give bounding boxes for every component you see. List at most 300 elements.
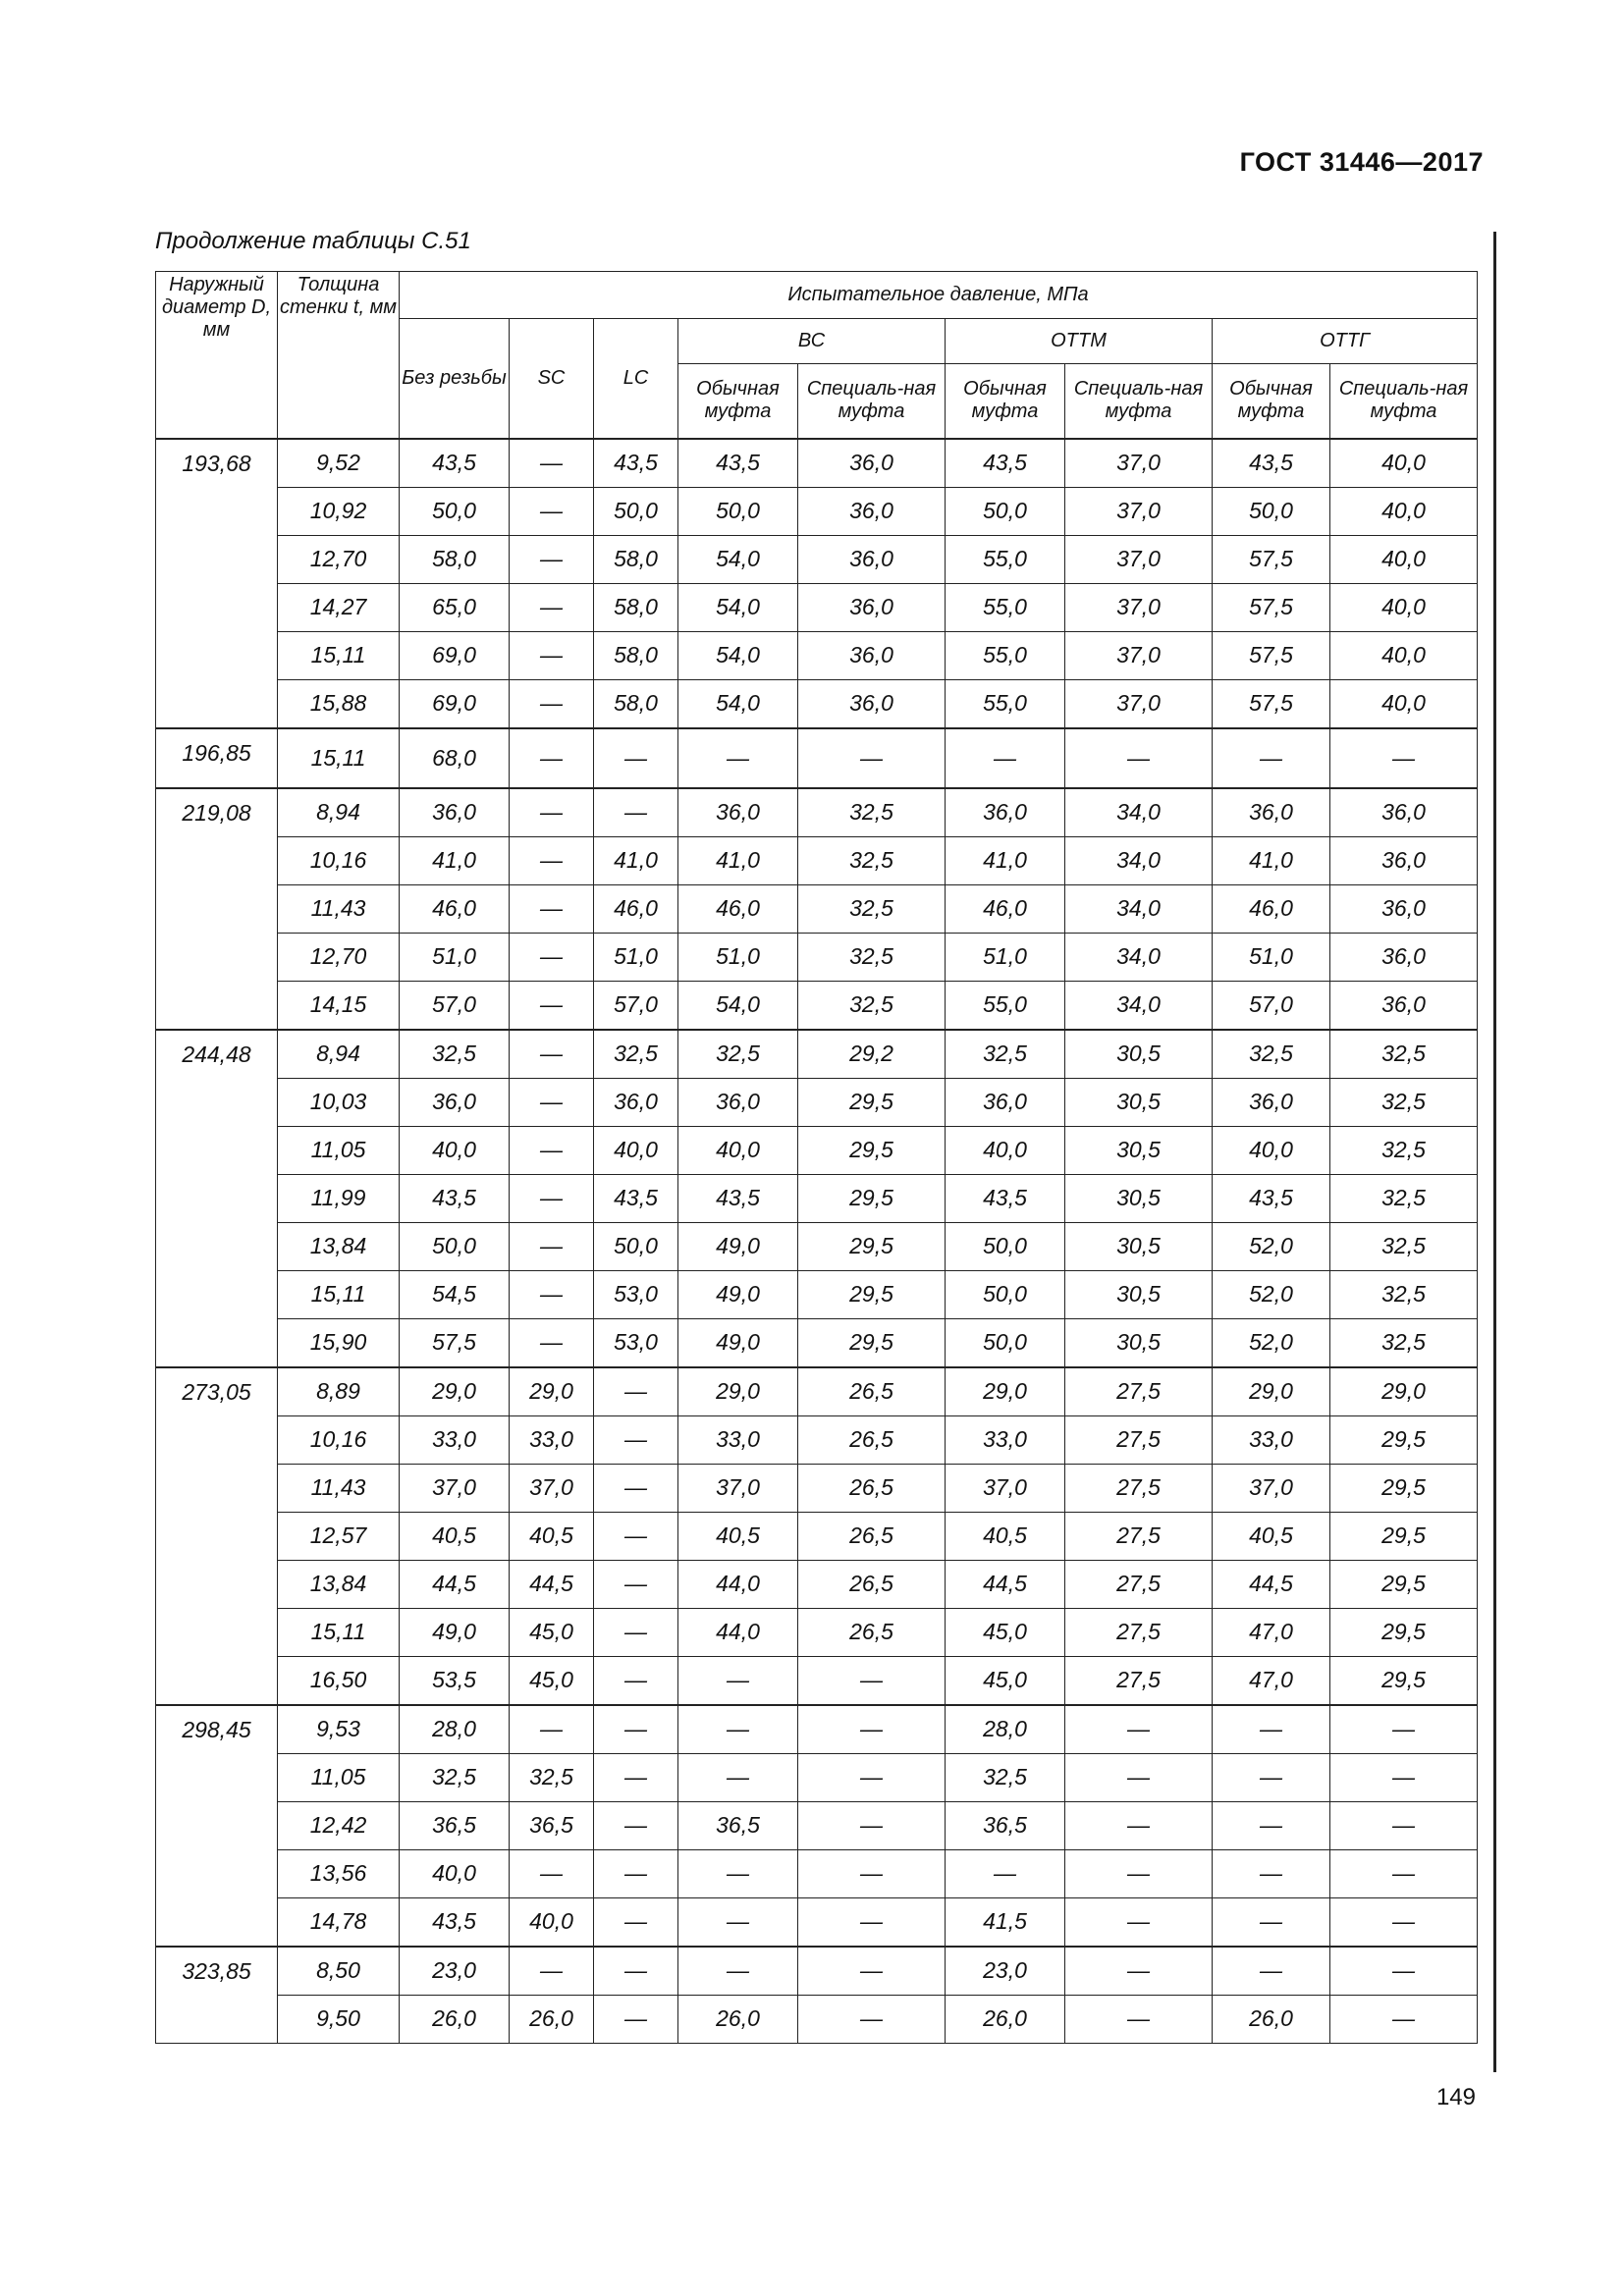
cell-ottm-special: 34,0 [1065, 981, 1213, 1030]
cell-sc: — [510, 728, 594, 788]
cell-ottm-special: 34,0 [1065, 788, 1213, 837]
cell-ottg-regular: 43,5 [1213, 439, 1330, 488]
cell-ottm-special: 30,5 [1065, 1078, 1213, 1126]
cell-bc-special: 26,5 [798, 1415, 946, 1464]
table-row [156, 1270, 1478, 1318]
cell-ottg-regular: 37,0 [1213, 1464, 1330, 1512]
cell-no-thread: 43,5 [400, 439, 510, 488]
cell-bc-regular: 36,0 [678, 788, 798, 837]
table-row [156, 1995, 1478, 2043]
cell-lc: — [594, 1947, 678, 1996]
cell-wall-thickness: 13,84 [278, 1222, 400, 1270]
cell-ottm-special: 27,5 [1065, 1560, 1213, 1608]
cell-wall-thickness: 15,11 [278, 1270, 400, 1318]
cell-ottg-special: 32,5 [1330, 1318, 1478, 1367]
cell-sc: 40,0 [510, 1897, 594, 1947]
cell-lc: — [594, 1656, 678, 1705]
cell-sc: — [510, 679, 594, 728]
cell-ottg-regular: 47,0 [1213, 1656, 1330, 1705]
cell-ottg-regular: 52,0 [1213, 1222, 1330, 1270]
cell-wall-thickness: 13,56 [278, 1849, 400, 1897]
table-row [156, 1801, 1478, 1849]
cell-outer-diameter: 323,85 [156, 1947, 278, 2044]
cell-bc-regular: 46,0 [678, 884, 798, 933]
cell-bc-special: 29,5 [798, 1270, 946, 1318]
cell-wall-thickness: 13,84 [278, 1560, 400, 1608]
cell-bc-special: 36,0 [798, 487, 946, 535]
cell-no-thread: 40,0 [400, 1126, 510, 1174]
cell-ottg-regular: 50,0 [1213, 487, 1330, 535]
header-wall-thickness: Толщина стенки t, мм [278, 272, 400, 439]
cell-wall-thickness: 8,89 [278, 1367, 400, 1416]
cell-bc-special: 32,5 [798, 933, 946, 981]
cell-ottg-regular: 57,5 [1213, 679, 1330, 728]
cell-ottg-regular: 57,5 [1213, 535, 1330, 583]
cell-wall-thickness: 8,94 [278, 1030, 400, 1079]
cell-sc: 32,5 [510, 1753, 594, 1801]
cell-ottm-regular: 37,0 [946, 1464, 1065, 1512]
cell-ottg-special: — [1330, 1849, 1478, 1897]
cell-ottg-regular: 40,0 [1213, 1126, 1330, 1174]
cell-lc: 40,0 [594, 1126, 678, 1174]
cell-lc: 57,0 [594, 981, 678, 1030]
cell-ottg-regular: 36,0 [1213, 1078, 1330, 1126]
cell-wall-thickness: 10,03 [278, 1078, 400, 1126]
cell-wall-thickness: 8,94 [278, 788, 400, 837]
cell-ottm-regular: 45,0 [946, 1656, 1065, 1705]
cell-ottg-special: — [1330, 1705, 1478, 1754]
cell-ottm-regular: 41,5 [946, 1897, 1065, 1947]
cell-lc: — [594, 1512, 678, 1560]
cell-sc: — [510, 535, 594, 583]
cell-sc: — [510, 1030, 594, 1079]
cell-wall-thickness: 11,43 [278, 884, 400, 933]
cell-ottm-regular: 33,0 [946, 1415, 1065, 1464]
cell-wall-thickness: 12,57 [278, 1512, 400, 1560]
cell-ottm-regular: 55,0 [946, 535, 1065, 583]
cell-bc-special: — [798, 1947, 946, 1996]
cell-ottm-regular: 43,5 [946, 439, 1065, 488]
table-row [156, 1849, 1478, 1897]
cell-ottm-regular: 46,0 [946, 884, 1065, 933]
cell-ottm-special: 37,0 [1065, 679, 1213, 728]
table-row [156, 535, 1478, 583]
cell-bc-regular: — [678, 1656, 798, 1705]
cell-outer-diameter: 298,45 [156, 1705, 278, 1947]
cell-lc: 58,0 [594, 679, 678, 728]
cell-ottm-special: 27,5 [1065, 1415, 1213, 1464]
cell-ottg-regular: 51,0 [1213, 933, 1330, 981]
cell-lc: 50,0 [594, 1222, 678, 1270]
cell-wall-thickness: 11,05 [278, 1753, 400, 1801]
cell-bc-special: 32,5 [798, 981, 946, 1030]
cell-bc-regular: — [678, 1753, 798, 1801]
table-row [156, 728, 1478, 788]
cell-no-thread: 46,0 [400, 884, 510, 933]
cell-sc: 29,0 [510, 1367, 594, 1416]
cell-sc: — [510, 1078, 594, 1126]
cell-ottm-special: — [1065, 728, 1213, 788]
cell-ottm-special: 37,0 [1065, 631, 1213, 679]
cell-bc-special: 32,5 [798, 884, 946, 933]
cell-wall-thickness: 10,16 [278, 836, 400, 884]
header-ottg-special: Специаль-ная муфта [1330, 364, 1478, 439]
cell-sc: — [510, 1705, 594, 1754]
cell-bc-regular: — [678, 1947, 798, 1996]
cell-ottg-special: 29,5 [1330, 1415, 1478, 1464]
table-caption: Продолжение таблицы С.51 [155, 228, 471, 254]
cell-ottg-special: — [1330, 1801, 1478, 1849]
cell-bc-regular: 44,0 [678, 1608, 798, 1656]
cell-lc: 41,0 [594, 836, 678, 884]
cell-bc-special: — [798, 1753, 946, 1801]
cell-bc-special: 36,0 [798, 631, 946, 679]
cell-bc-special: 29,5 [798, 1126, 946, 1174]
header-sc: SC [510, 319, 594, 439]
header-ottm-regular: Обычная муфта [946, 364, 1065, 439]
cell-no-thread: 36,5 [400, 1801, 510, 1849]
cell-ottm-special: 30,5 [1065, 1222, 1213, 1270]
cell-no-thread: 40,5 [400, 1512, 510, 1560]
cell-lc: — [594, 1801, 678, 1849]
cell-bc-special: 26,5 [798, 1608, 946, 1656]
cell-no-thread: 23,0 [400, 1947, 510, 1996]
cell-wall-thickness: 11,05 [278, 1126, 400, 1174]
cell-sc: — [510, 1126, 594, 1174]
table-row [156, 1126, 1478, 1174]
cell-ottg-special: 32,5 [1330, 1030, 1478, 1079]
cell-ottm-regular: — [946, 1849, 1065, 1897]
cell-sc: — [510, 1318, 594, 1367]
cell-bc-regular: 44,0 [678, 1560, 798, 1608]
cell-bc-special: — [798, 1897, 946, 1947]
cell-ottg-special: 40,0 [1330, 535, 1478, 583]
cell-bc-regular: 33,0 [678, 1415, 798, 1464]
cell-no-thread: 57,0 [400, 981, 510, 1030]
cell-no-thread: 36,0 [400, 788, 510, 837]
cell-ottg-regular: 41,0 [1213, 836, 1330, 884]
cell-sc: — [510, 1174, 594, 1222]
cell-ottm-special: — [1065, 1801, 1213, 1849]
cell-no-thread: 53,5 [400, 1656, 510, 1705]
cell-bc-regular: 41,0 [678, 836, 798, 884]
cell-no-thread: 40,0 [400, 1849, 510, 1897]
table-row [156, 1174, 1478, 1222]
cell-bc-regular: 40,5 [678, 1512, 798, 1560]
cell-lc: — [594, 1415, 678, 1464]
header-lc: LC [594, 319, 678, 439]
cell-ottg-special: 40,0 [1330, 631, 1478, 679]
cell-ottg-special: 29,5 [1330, 1608, 1478, 1656]
cell-bc-special: 26,5 [798, 1560, 946, 1608]
cell-ottm-special: — [1065, 1705, 1213, 1754]
cell-sc: 26,0 [510, 1995, 594, 2043]
cell-ottg-special: — [1330, 1753, 1478, 1801]
cell-bc-regular: 29,0 [678, 1367, 798, 1416]
cell-ottg-special: 32,5 [1330, 1126, 1478, 1174]
cell-ottg-special: 40,0 [1330, 439, 1478, 488]
cell-bc-special: 29,5 [798, 1222, 946, 1270]
cell-sc: 45,0 [510, 1656, 594, 1705]
table-row [156, 788, 1478, 837]
cell-ottg-special: 29,5 [1330, 1464, 1478, 1512]
cell-bc-regular: 40,0 [678, 1126, 798, 1174]
cell-ottg-regular: — [1213, 1753, 1330, 1801]
table-row [156, 1705, 1478, 1754]
cell-wall-thickness: 15,11 [278, 631, 400, 679]
cell-ottm-regular: 50,0 [946, 1318, 1065, 1367]
cell-bc-regular: 54,0 [678, 631, 798, 679]
cell-ottg-regular: 46,0 [1213, 884, 1330, 933]
cell-ottg-regular: — [1213, 1705, 1330, 1754]
cell-lc: 58,0 [594, 535, 678, 583]
cell-wall-thickness: 9,50 [278, 1995, 400, 2043]
cell-wall-thickness: 9,52 [278, 439, 400, 488]
cell-wall-thickness: 12,70 [278, 933, 400, 981]
cell-bc-regular: — [678, 728, 798, 788]
cell-ottg-special: — [1330, 1995, 1478, 2043]
cell-no-thread: 54,5 [400, 1270, 510, 1318]
cell-lc: — [594, 1897, 678, 1947]
cell-no-thread: 69,0 [400, 631, 510, 679]
cell-bc-regular: 54,0 [678, 583, 798, 631]
cell-lc: 53,0 [594, 1318, 678, 1367]
cell-ottm-special: — [1065, 1849, 1213, 1897]
cell-ottg-regular: 57,0 [1213, 981, 1330, 1030]
cell-ottm-regular: 41,0 [946, 836, 1065, 884]
document-title: ГОСТ 31446—2017 [1239, 147, 1484, 177]
cell-outer-diameter: 193,68 [156, 439, 278, 728]
cell-ottg-special: 32,5 [1330, 1174, 1478, 1222]
cell-sc: — [510, 487, 594, 535]
cell-sc: 44,5 [510, 1560, 594, 1608]
cell-bc-special: — [798, 1849, 946, 1897]
cell-lc: 51,0 [594, 933, 678, 981]
table-row [156, 1656, 1478, 1705]
cell-no-thread: 50,0 [400, 487, 510, 535]
cell-lc: 36,0 [594, 1078, 678, 1126]
header-bc: ВС [678, 319, 946, 364]
cell-ottg-special: 40,0 [1330, 487, 1478, 535]
cell-ottg-regular: 33,0 [1213, 1415, 1330, 1464]
cell-ottm-regular: 40,0 [946, 1126, 1065, 1174]
cell-lc: — [594, 1367, 678, 1416]
cell-ottm-special: — [1065, 1897, 1213, 1947]
margin-rule [1493, 232, 1496, 2072]
cell-lc: — [594, 1464, 678, 1512]
cell-no-thread: 68,0 [400, 728, 510, 788]
cell-ottm-special: 34,0 [1065, 836, 1213, 884]
table-row [156, 439, 1478, 488]
cell-ottg-special: — [1330, 1897, 1478, 1947]
header-bc-special: Специаль-ная муфта [798, 364, 946, 439]
cell-wall-thickness: 14,15 [278, 981, 400, 1030]
table-row [156, 884, 1478, 933]
cell-ottm-special: 27,5 [1065, 1608, 1213, 1656]
cell-ottm-special: 30,5 [1065, 1126, 1213, 1174]
cell-ottm-special: — [1065, 1947, 1213, 1996]
cell-lc: — [594, 728, 678, 788]
cell-bc-special: — [798, 1995, 946, 2043]
table-row [156, 933, 1478, 981]
cell-no-thread: 26,0 [400, 1995, 510, 2043]
header-ottm: ОТТМ [946, 319, 1213, 364]
table-row [156, 583, 1478, 631]
cell-wall-thickness: 14,78 [278, 1897, 400, 1947]
cell-wall-thickness: 15,90 [278, 1318, 400, 1367]
cell-ottm-regular: 36,0 [946, 788, 1065, 837]
cell-ottm-special: 37,0 [1065, 487, 1213, 535]
cell-no-thread: 43,5 [400, 1174, 510, 1222]
cell-no-thread: 51,0 [400, 933, 510, 981]
table-row [156, 1897, 1478, 1947]
cell-no-thread: 50,0 [400, 1222, 510, 1270]
cell-wall-thickness: 10,16 [278, 1415, 400, 1464]
cell-bc-regular: — [678, 1705, 798, 1754]
cell-bc-special: 29,5 [798, 1078, 946, 1126]
cell-ottm-regular: 26,0 [946, 1995, 1065, 2043]
table-row [156, 1947, 1478, 1996]
cell-ottm-regular: 32,5 [946, 1753, 1065, 1801]
cell-ottg-regular: 57,5 [1213, 631, 1330, 679]
cell-ottm-regular: 55,0 [946, 631, 1065, 679]
cell-sc: — [510, 981, 594, 1030]
cell-no-thread: 37,0 [400, 1464, 510, 1512]
cell-bc-regular: 54,0 [678, 981, 798, 1030]
cell-lc: 58,0 [594, 631, 678, 679]
cell-lc: — [594, 1995, 678, 2043]
cell-ottg-special: 29,5 [1330, 1560, 1478, 1608]
cell-no-thread: 32,5 [400, 1753, 510, 1801]
cell-ottm-regular: 23,0 [946, 1947, 1065, 1996]
cell-ottm-regular: 55,0 [946, 679, 1065, 728]
cell-bc-special: — [798, 1801, 946, 1849]
cell-ottg-regular: 26,0 [1213, 1995, 1330, 2043]
table-row [156, 631, 1478, 679]
header-test-pressure: Испытательное давление, МПа [400, 272, 1478, 319]
cell-lc: 50,0 [594, 487, 678, 535]
table-row [156, 1078, 1478, 1126]
cell-sc: — [510, 631, 594, 679]
cell-ottm-special: 37,0 [1065, 535, 1213, 583]
cell-no-thread: 32,5 [400, 1030, 510, 1079]
cell-ottg-special: 32,5 [1330, 1222, 1478, 1270]
cell-ottm-special: 30,5 [1065, 1030, 1213, 1079]
cell-ottg-special: 36,0 [1330, 836, 1478, 884]
cell-ottm-regular: 43,5 [946, 1174, 1065, 1222]
header-ottg-regular: Обычная муфта [1213, 364, 1330, 439]
cell-ottm-regular: 36,5 [946, 1801, 1065, 1849]
cell-bc-special: — [798, 1656, 946, 1705]
cell-bc-special: 36,0 [798, 679, 946, 728]
cell-ottg-special: 29,5 [1330, 1656, 1478, 1705]
cell-wall-thickness: 9,53 [278, 1705, 400, 1754]
cell-bc-regular: 54,0 [678, 535, 798, 583]
cell-ottm-regular: 29,0 [946, 1367, 1065, 1416]
cell-ottm-regular: 50,0 [946, 487, 1065, 535]
cell-ottg-regular: 43,5 [1213, 1174, 1330, 1222]
cell-bc-special: 26,5 [798, 1512, 946, 1560]
cell-lc: 43,5 [594, 439, 678, 488]
cell-outer-diameter: 273,05 [156, 1367, 278, 1705]
page-number: 149 [1435, 2084, 1476, 2110]
cell-wall-thickness: 15,11 [278, 728, 400, 788]
cell-ottg-regular: — [1213, 1801, 1330, 1849]
cell-wall-thickness: 11,99 [278, 1174, 400, 1222]
cell-wall-thickness: 11,43 [278, 1464, 400, 1512]
table-row [156, 1367, 1478, 1416]
cell-sc: 40,5 [510, 1512, 594, 1560]
cell-wall-thickness: 15,88 [278, 679, 400, 728]
cell-outer-diameter: 219,08 [156, 788, 278, 1030]
cell-ottm-special: 37,0 [1065, 583, 1213, 631]
cell-bc-special: — [798, 1705, 946, 1754]
table-row [156, 487, 1478, 535]
cell-sc: — [510, 933, 594, 981]
cell-ottm-special: 34,0 [1065, 933, 1213, 981]
header-bc-regular: Обычная муфта [678, 364, 798, 439]
cell-bc-special: 32,5 [798, 788, 946, 837]
cell-ottm-regular: 44,5 [946, 1560, 1065, 1608]
cell-no-thread: 69,0 [400, 679, 510, 728]
cell-outer-diameter: 244,48 [156, 1030, 278, 1367]
table-row [156, 1464, 1478, 1512]
cell-ottg-special: 36,0 [1330, 933, 1478, 981]
cell-bc-regular: 49,0 [678, 1318, 798, 1367]
cell-ottg-regular: — [1213, 1947, 1330, 1996]
cell-bc-special: 36,0 [798, 439, 946, 488]
cell-bc-regular: 36,5 [678, 1801, 798, 1849]
cell-ottg-special: — [1330, 728, 1478, 788]
cell-ottm-regular: — [946, 728, 1065, 788]
cell-outer-diameter: 196,85 [156, 728, 278, 788]
cell-bc-regular: 50,0 [678, 487, 798, 535]
cell-lc: — [594, 1705, 678, 1754]
table-header [156, 272, 1478, 439]
cell-wall-thickness: 12,42 [278, 1801, 400, 1849]
pressure-table [155, 271, 1478, 2044]
table-row [156, 1318, 1478, 1367]
cell-no-thread: 57,5 [400, 1318, 510, 1367]
cell-ottm-special: 27,5 [1065, 1464, 1213, 1512]
cell-bc-special: 26,5 [798, 1464, 946, 1512]
cell-bc-regular: — [678, 1849, 798, 1897]
cell-ottg-special: 29,0 [1330, 1367, 1478, 1416]
table-row [156, 1608, 1478, 1656]
cell-bc-special: 36,0 [798, 535, 946, 583]
cell-ottg-regular: 47,0 [1213, 1608, 1330, 1656]
cell-ottm-regular: 45,0 [946, 1608, 1065, 1656]
cell-ottg-special: 40,0 [1330, 679, 1478, 728]
cell-no-thread: 29,0 [400, 1367, 510, 1416]
cell-lc: — [594, 1560, 678, 1608]
cell-bc-regular: 49,0 [678, 1222, 798, 1270]
cell-sc: — [510, 439, 594, 488]
cell-lc: — [594, 1753, 678, 1801]
table-row [156, 1753, 1478, 1801]
cell-ottm-special: 27,5 [1065, 1367, 1213, 1416]
cell-ottm-special: 30,5 [1065, 1270, 1213, 1318]
cell-ottm-regular: 51,0 [946, 933, 1065, 981]
cell-ottm-special: — [1065, 1753, 1213, 1801]
cell-no-thread: 58,0 [400, 535, 510, 583]
cell-no-thread: 44,5 [400, 1560, 510, 1608]
cell-ottm-special: 30,5 [1065, 1318, 1213, 1367]
cell-no-thread: 41,0 [400, 836, 510, 884]
cell-bc-regular: 26,0 [678, 1995, 798, 2043]
cell-ottg-regular: 44,5 [1213, 1560, 1330, 1608]
cell-ottg-regular: 29,0 [1213, 1367, 1330, 1416]
